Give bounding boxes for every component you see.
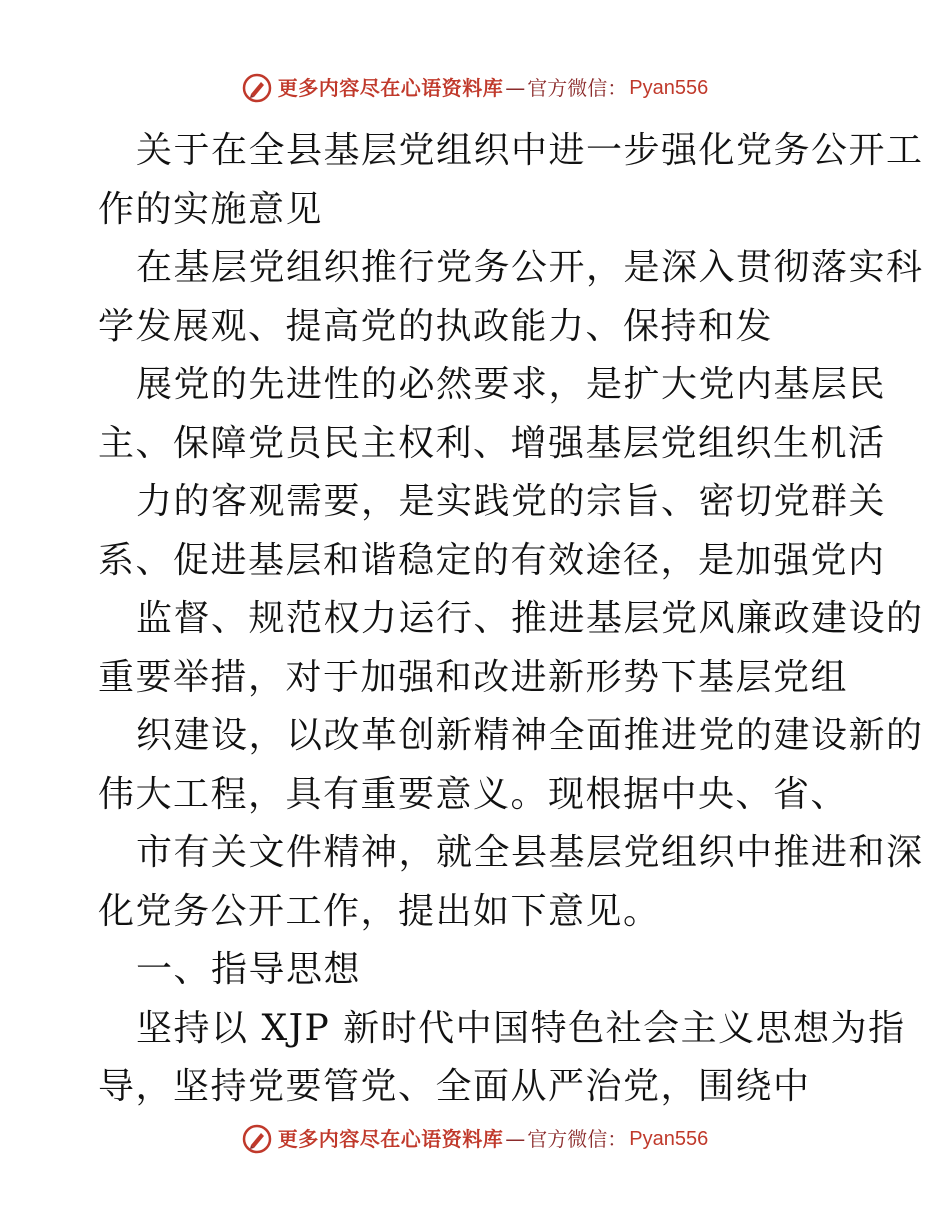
watermark-ad-text: 更多内容尽在心语资料库 xyxy=(277,76,504,100)
watermark-separator: — xyxy=(505,76,526,100)
text-line: 作的实施意见 xyxy=(98,188,324,230)
section-heading: 一、指导思想 xyxy=(136,949,362,990)
text-line: 伟大工程，具有重要意义。现根据中央、省、 xyxy=(98,773,849,815)
text-line: 力的客观需要，是实践党的宗旨、密切党群关 xyxy=(136,481,887,522)
text-line: 市有关文件精神，就全县基层党组织中推进和深 xyxy=(136,832,924,873)
pen-logo-icon xyxy=(242,73,272,103)
text-line: 主、保障党员民主权利、增强基层党组织生机活 xyxy=(98,422,886,464)
text-line: 坚持以 XJP 新时代中国特色社会主义思想为指 xyxy=(136,1007,906,1049)
text-line: 在基层党组织推行党务公开，是深入贯彻落实科 xyxy=(136,247,924,288)
watermark-wechat-label: 官方微信： xyxy=(527,1127,628,1151)
text-line: 织建设，以改革创新精神全面推进党的建设新的 xyxy=(136,715,924,756)
document-body xyxy=(98,122,924,1117)
text-line: 系、促进基层和谐稳定的有效途径，是加强党内 xyxy=(98,539,886,581)
text-line: 重要举措，对于加强和改进新形势下基层党组 xyxy=(98,656,849,698)
text-line: 学发展观、提高党的执政能力、保持和发 xyxy=(98,305,774,347)
text-line: 监督、规范权力运行、推进基层党风廉政建设的 xyxy=(136,598,924,639)
watermark-wechat-id: Pyan556 xyxy=(629,77,709,99)
watermark-wechat-label: 官方微信： xyxy=(527,76,628,100)
text-line: 化党务公开工作，提出如下意见。 xyxy=(98,890,661,932)
watermark-separator: — xyxy=(505,1127,526,1151)
watermark-ad-text: 更多内容尽在心语资料库 xyxy=(277,1127,504,1151)
text-line: 导，坚持党要管党、全面从严治党，围绕中 xyxy=(98,1066,811,1107)
pen-logo-icon xyxy=(242,1124,272,1154)
text-line: 关于在全县基层党组织中进一步强化党务公开工 xyxy=(136,130,924,171)
watermark-banner-bottom xyxy=(0,1124,950,1154)
watermark-wechat-id: Pyan556 xyxy=(629,1128,709,1150)
watermark-banner-top xyxy=(0,73,950,103)
text-line: 展党的先进性的必然要求，是扩大党内基层民 xyxy=(136,364,887,405)
